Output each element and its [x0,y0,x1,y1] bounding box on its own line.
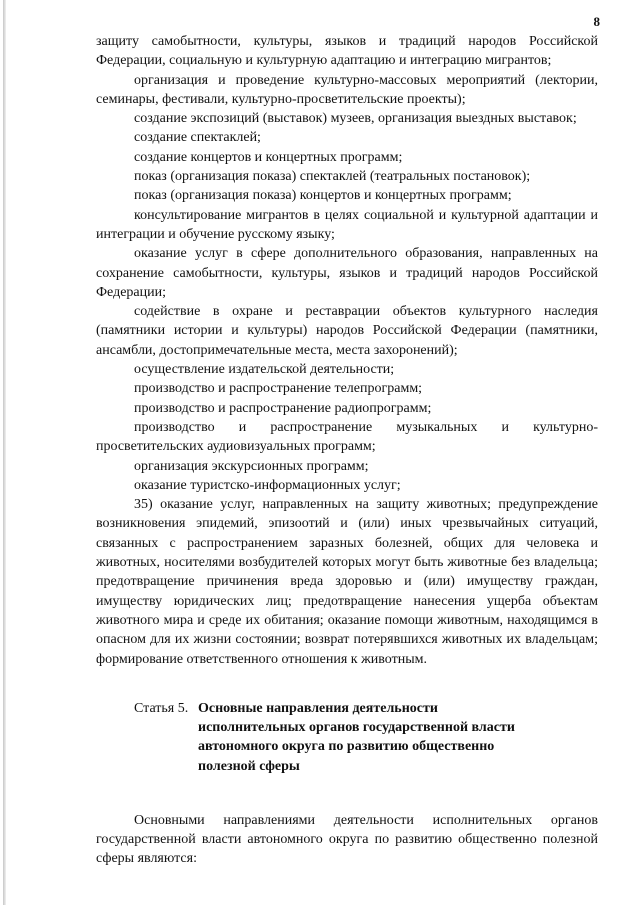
document-body [96,32,598,869]
page-number: 8 [593,14,600,29]
numbered-clause-35: 35) оказание услуг, направленных на защиту животных; предупреждение возникновения эпидемий, эпизоотий и (или) иных чрезвычайных ситуаций, связанных с распространением заразных болезней, общих для человека и животных, носителями возбудителей которых могут быть животные без владельца; предотвращение причинения вреда здоровью и (или) имуществу граждан, имуществу юридических лиц; предотвращение нанесения ущерба объектам животного мира и среде их обитания; оказание помощи животным, находящимся в опасном для их жизни состоянии; возврат потерявшихся животных их владельцам; формирование ответственного отношения к животным. [96,497,598,667]
article-title-line: полезной сферы [198,758,300,774]
list-item: содействие в охране и реставрации объектов культурного наследия (памятники истории и культуры) народов Российской Федерации (памятники, ансамбли, достопримечательные места, места захоронений); [96,304,598,358]
list-item: производство и распространение музыкальных и культурно-просветительских аудиовизуальных программ; [96,419,598,455]
list-item: осуществление издательской деятельности; [134,362,395,378]
list-item: производство и распространение телепрограмм; [134,381,423,397]
list-item: показ (организация показа) концертов и концертных программ; [134,188,512,204]
article-title [198,699,558,776]
list-item: оказание услуг в сфере дополнительного образования, направленных на сохранение самобытности, культуры, языков и традиций народов Российской Федерации; [96,246,598,300]
list-item: оказание туристско-информационных услуг; [134,477,401,493]
article-title-line: Основные направления деятельности [198,700,438,716]
list-item: создание концертов и концертных программ; [134,149,403,165]
intro-paragraph: Основными направлениями деятельности исполнительных органов государственной власти автономного округа по развитию общественно полезной сферы являются: [96,812,598,867]
list-item: защиту самобытности, культуры, языков и традиций народов Российской Федерации, социальную и культурную адаптацию и интеграцию мигрантов; [96,34,598,69]
article-heading [96,699,598,779]
list-item: показ (организация показа) спектаклей (театральных постановок); [134,169,531,185]
list-item: организация и проведение культурно-массовых мероприятий (лектории, семинары, фестивали, культурно-просветительские проекты); [96,72,598,107]
article-title-line: автономного округа по развитию общественно [198,739,495,755]
article-label: Статья 5. [134,700,189,716]
list-item: консультирование мигрантов в целях социальной и культурной адаптации и интеграции и обучение русскому языку; [96,207,598,242]
list-item: организация экскурсионных программ; [134,458,369,474]
list-item: производство и распространение радиопрограмм; [134,400,432,416]
list-item: создание экспозиций (выставок) музеев, организация выездных выставок; [134,111,577,127]
scan-edge-shadow [3,0,6,905]
article-title-line: исполнительных органов государственной власти [198,720,515,736]
list-item: создание спектаклей; [134,130,261,146]
